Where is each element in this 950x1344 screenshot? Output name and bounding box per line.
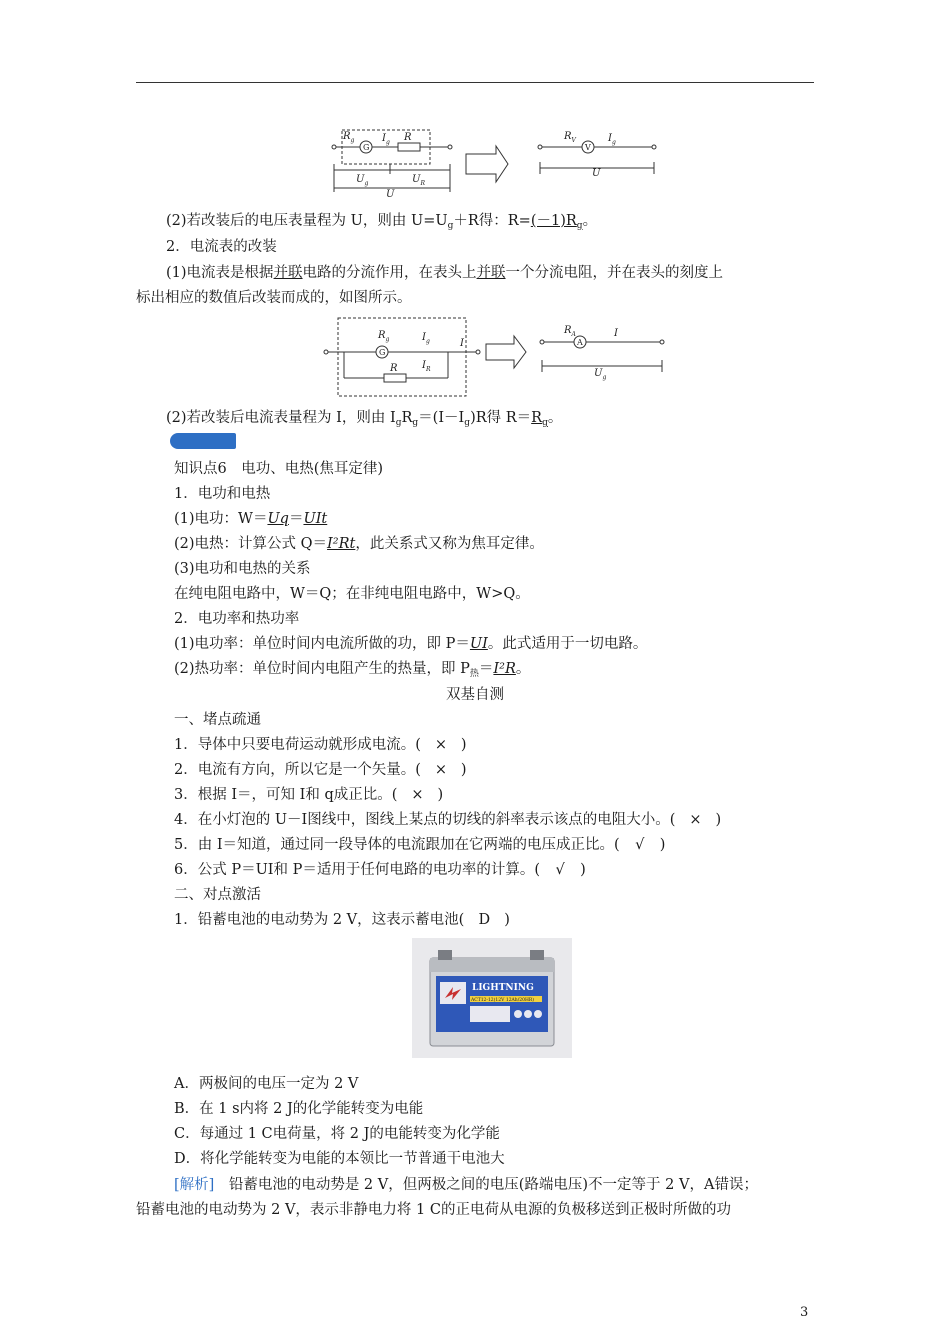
ammeter-range-formula: (2)若改装后电流表量程为 I，则由 $I_gR_g=(I-I_g)R$得 $R=R_g$。 [166,410,563,428]
fig2-ammeter-symbol: A [577,338,583,347]
fig1-right-u-label: U [592,168,601,179]
analysis-line1: [解析] 铅蓄电池的电动势是 2 V，但两极之间的电压(路端电压)不一定等于 2 V，A错误； [174,1177,758,1193]
fig2-r-label: R [390,363,398,374]
fig2-right-ug-label: U [594,368,603,379]
fig1-rg-label: R [343,131,351,142]
option-a: A．两极间的电压一定为 2 V [174,1076,359,1092]
electric-power-definition: (1)电功率：单位时间内电流所做的功，即 P＝UI。此式适用于一切电路。 [174,636,648,652]
judgement-item-5: 5．由 I＝知道，通过同一段导体的电流跟加在它两端的电压成正比。( √ ) [174,837,666,853]
fig1-ug-label: U [356,174,365,185]
header-rule [136,82,814,83]
ammeter-principle-line2: 标出相应的数值后改装而成的，如图所示。 [136,290,412,306]
svg-text:UR [412,174,425,187]
electric-work-formula: (1)电功：W＝Uq＝UIt [174,511,328,527]
fig1-voltmeter-symbol: V [585,143,591,152]
judgement-item-4: 4．在小灯泡的 U－I图线中，图线上某点的切线的斜率表示该点的电阻大小。( × ) [174,812,722,828]
analysis-line2: 铅蓄电池的电动势为 2 V，表示非静电力将 1 C的正电荷从电源的负极移送到正极时所做的功 [136,1202,731,1218]
self-test-title: 双基自测 [446,687,504,703]
ammeter-principle-line1: (1)电流表是根据并联电路的分流作用，在表头上并联一个分流电阻，并在表头的刻度上 [166,265,724,281]
fig2-ir-sub: R [425,366,431,373]
judgement-item-2: 2．电流有方向，所以它是一个矢量。( × ) [174,762,467,778]
practice-question-1: 1．铅蓄电池的电动势为 2 V，这表示蓄电池( D ) [174,912,510,928]
resistive-circuit-note: 在纯电阻电路中，W＝Q；在非纯电阻电路中，W>Q。 [174,586,530,602]
judgement-item-1: 1．导体中只要电荷运动就形成电流。( × ) [174,737,467,753]
fig2-ra-label: R [564,325,572,336]
fig2-ig-sub: g [425,338,430,345]
svg-text:Rg [377,330,390,343]
option-d: D．将化学能转变为电能的本领比一节普通干电池大 [174,1151,505,1167]
fig1-right-ig-sub: g [611,139,616,146]
fig1-ig-label: I [382,133,386,144]
voltmeter-range-formula: (2)若改装后的电压表量程为 U，则由 $U=U_g+R$得：$R=(-1)R_g$。 [166,213,598,231]
fig1-r-label: R [404,132,412,143]
svg-text:Ug [356,174,368,187]
heat-power-definition: (2)热功率：单位时间内电阻产生的热量，即 $P_热=I^2R$。 [174,661,531,679]
work-heat-relation: (3)电功和电热的关系 [174,561,311,577]
fig1-right-ig-label: I [608,133,612,144]
section-targeted-practice: 二、对点激活 [174,887,261,903]
svg-text:Ig [607,133,616,146]
fig2-rg-sub: g [385,336,390,343]
ammeter-conversion-diagram [318,316,668,400]
fig1-rg-sub: g [350,137,355,144]
section-badge [170,433,236,449]
ammeter-heading: 2．电流表的改装 [166,239,277,255]
fig1-galvanometer-symbol: G [363,143,370,152]
option-b: B．在 1 s内将 2 J的化学能转变为电能 [174,1101,424,1117]
svg-text:Ig [381,133,390,146]
fig1-u-label: U [386,189,395,200]
svg-text:RA [563,325,577,338]
section-clear-points: 一、堵点疏通 [174,712,261,728]
page-number: 3 [800,1305,809,1320]
electric-heat-formula: (2)电热：计算公式 Q＝I²Rt，此关系式又称为焦耳定律。 [174,536,544,552]
work-heat-heading: 1．电功和电热 [174,486,271,502]
fig2-galvanometer-symbol: G [379,348,386,357]
fig1-ug-sub: g [364,180,369,187]
svg-text:IR [421,360,431,373]
svg-text:RV [563,131,577,144]
voltmeter-conversion-diagram [326,124,666,200]
svg-text:Ig [421,332,430,345]
battery-model-text: ACT12-12(12V 12Ah/20HR) [471,998,535,1003]
fig2-right-ug-sub: g [602,374,607,381]
fig2-right-i-label: I [614,328,618,339]
fig1-ig-sub: g [385,139,390,146]
knowledge-point-6-title: 知识点6 电功、电热(焦耳定律) [174,461,384,477]
fig2-ig-label: I [422,332,426,343]
judgement-item-6: 6．公式 P＝UI和 P＝适用于任何电路的电功率的计算。( √ ) [174,862,586,878]
fig1-ur-sub: R [420,180,425,187]
fig1-ur-label: U [412,174,421,185]
svg-text:Rg [342,131,355,144]
analysis-tag: [解析] [174,1177,215,1193]
fig2-i-label: I [460,338,464,349]
fig2-ir-label: I [422,360,426,371]
battery-brand-text: LIGHTNING [472,983,534,993]
lead-acid-battery-photo [412,938,572,1058]
fig1-rv-sub: V [571,137,576,144]
svg-text:Ug [594,368,606,381]
power-heading: 2．电功率和热功率 [174,611,300,627]
judgement-item-3: 3．根据 I＝，可知 I和 q成正比。( × ) [174,787,444,803]
fig2-rg-label: R [378,330,386,341]
option-c: C．每通过 1 C电荷量，将 2 J的电能转变为化学能 [174,1126,500,1142]
fig2-ra-sub: A [571,331,576,338]
fig1-rv-label: R [564,131,572,142]
